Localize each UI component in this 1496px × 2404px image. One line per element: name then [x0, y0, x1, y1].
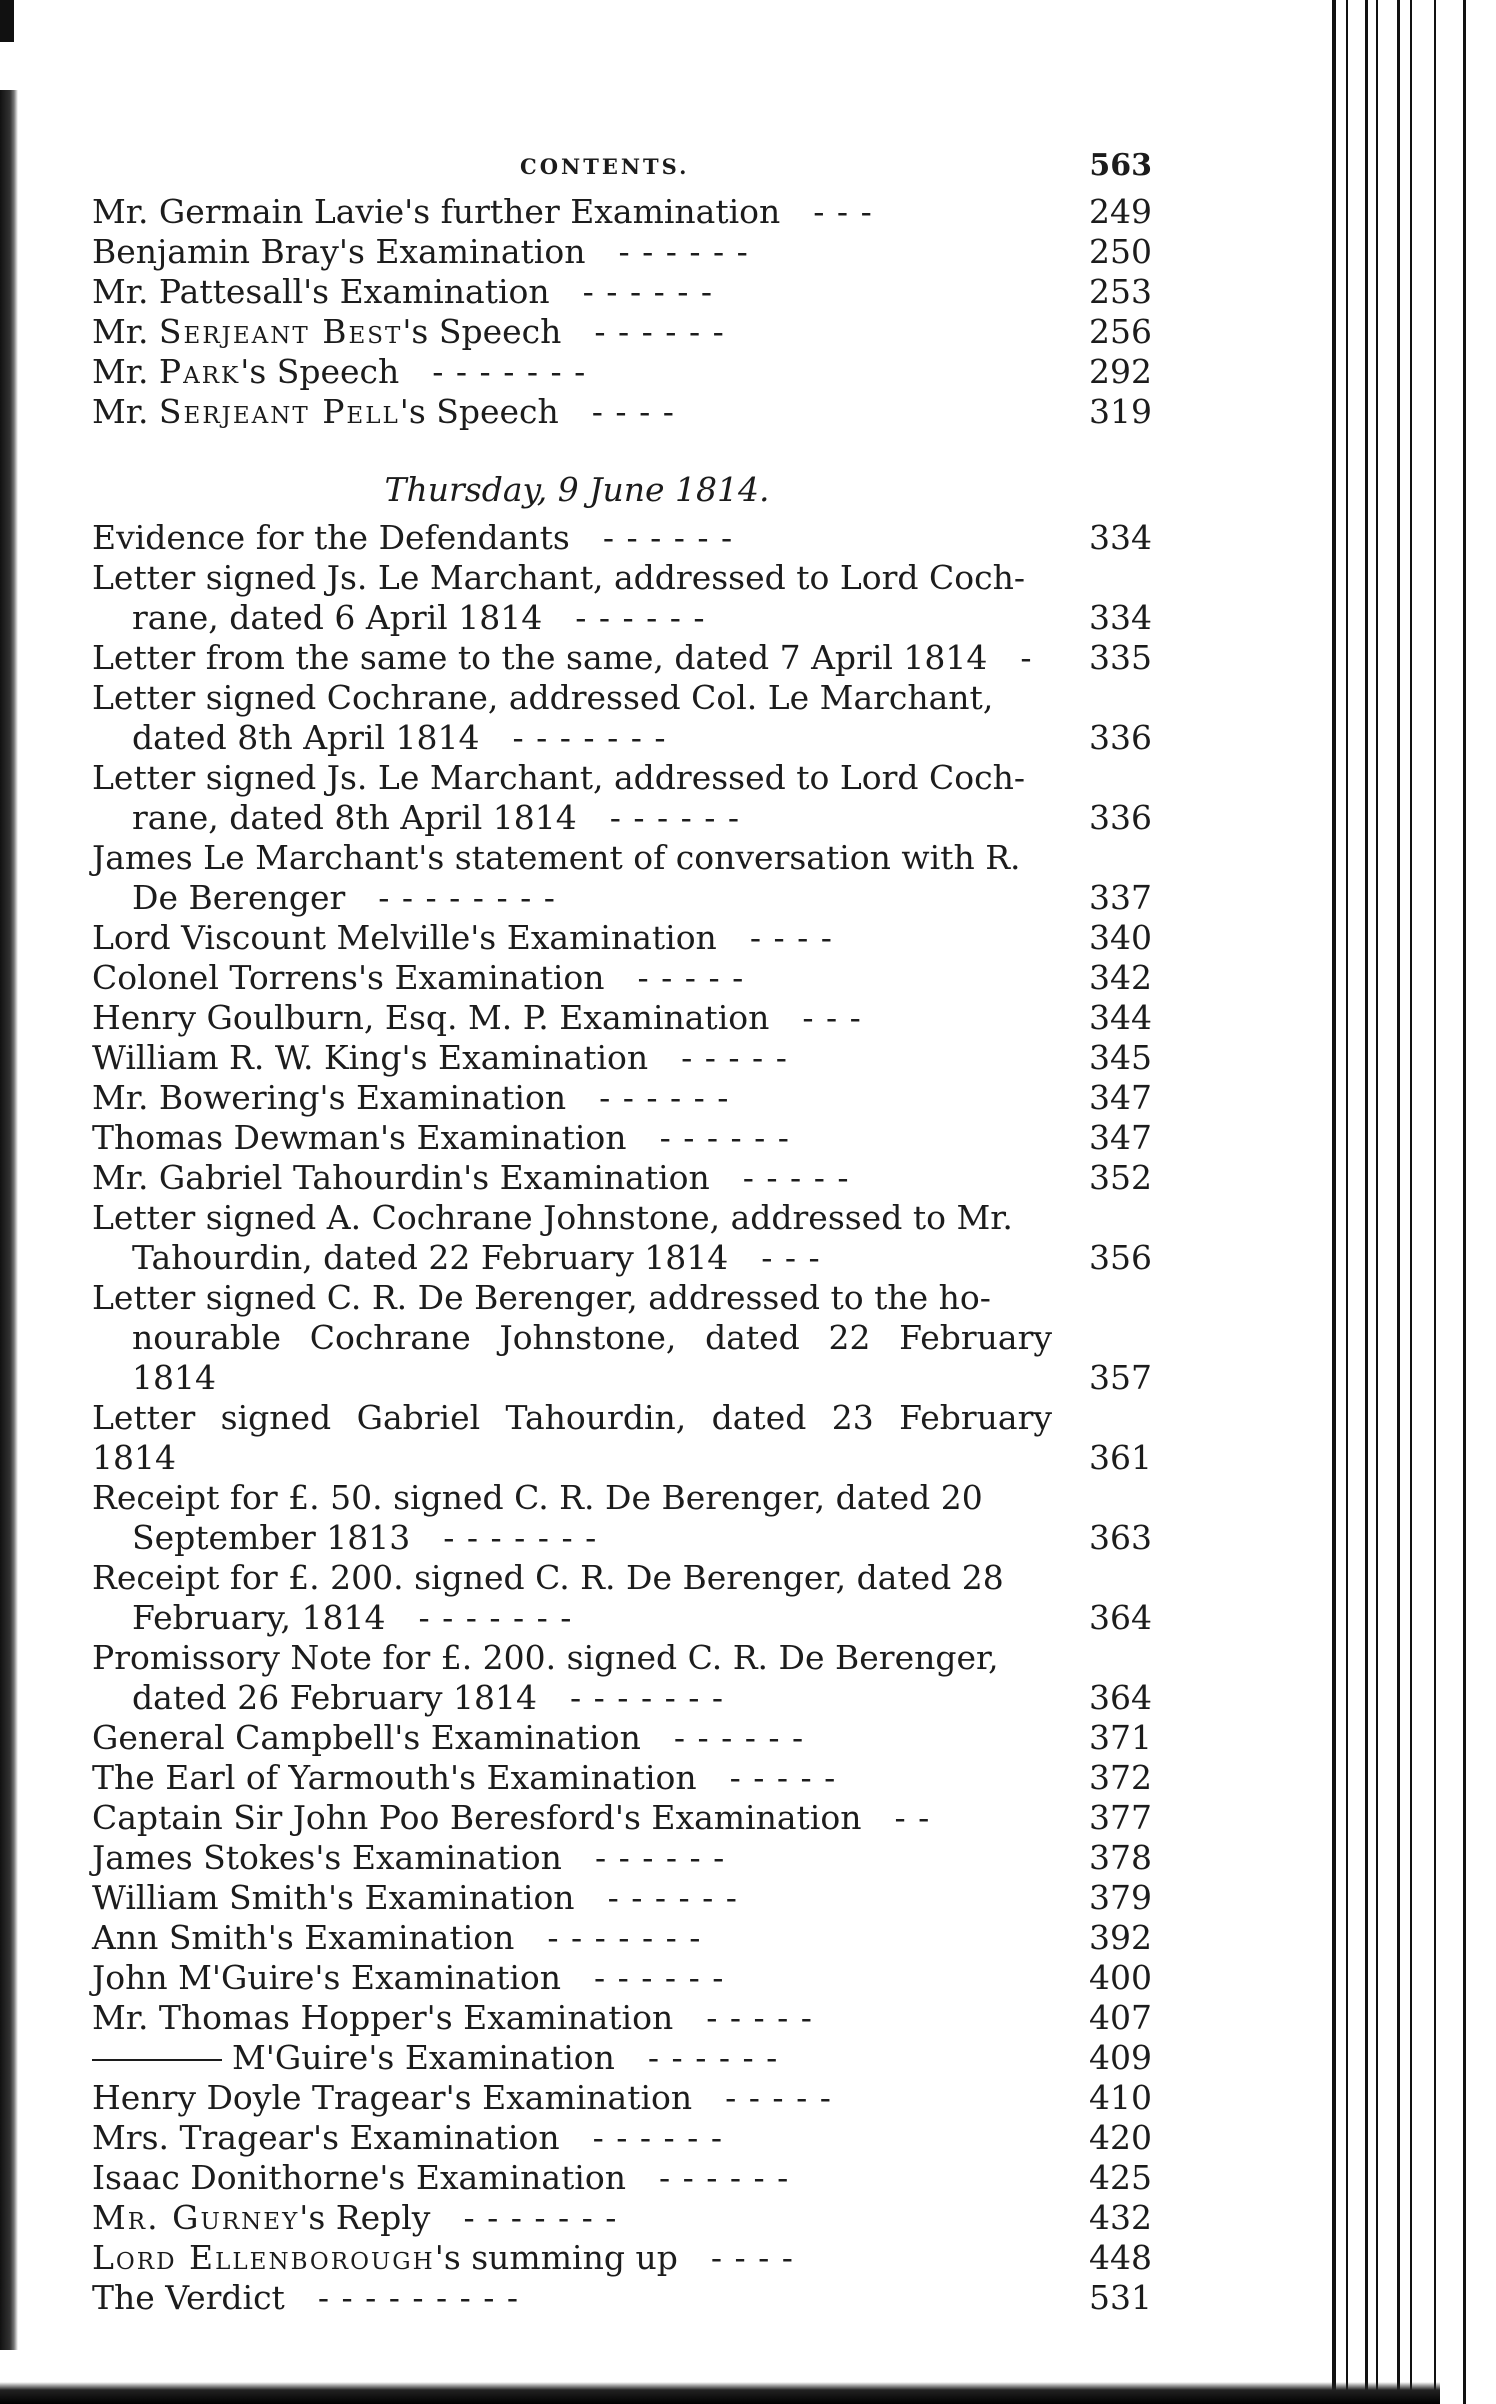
page-ref: 352	[1089, 1158, 1152, 1197]
scan-bottom-edge	[0, 2382, 1440, 2404]
page-ref: 377	[1089, 1798, 1152, 1837]
dot-leader: - - - -	[749, 918, 833, 957]
entry-title	[92, 2078, 1052, 2118]
page-ref: 250	[1089, 232, 1152, 271]
dot-leader: - - - - - -	[673, 1718, 805, 1757]
entry-title	[92, 1078, 1052, 1118]
entry-text: Promissory Note for £. 200. signed C. R. De Berenger,	[92, 1638, 999, 1677]
contents-entry	[92, 192, 1152, 232]
entry-title	[92, 1758, 1052, 1798]
entry-name-small-caps: Lord Ellenborough	[92, 2238, 435, 2277]
page-ref: 347	[1089, 1078, 1152, 1117]
dot-leader: - - - - -	[681, 1038, 788, 1077]
entry-text: 's summing up	[434, 2238, 678, 2277]
entry-title	[92, 2038, 1052, 2078]
entry-text: Captain Sir John Poo Beresford's Examination	[92, 1798, 862, 1837]
page-ref: 356	[1089, 1238, 1152, 1277]
entry-text: De Berenger	[132, 878, 346, 917]
page-ref: 432	[1089, 2198, 1152, 2237]
contents-entry	[92, 1118, 1152, 1158]
dot-leader: - - - - - -	[594, 312, 725, 351]
dot-leader: - - - - - -	[659, 1118, 790, 1157]
entry-name-small-caps: Serjeant Best	[158, 312, 403, 351]
dot-leader: - - - - - - -	[443, 1518, 598, 1557]
dot-leader: - - - - - -	[607, 1878, 738, 1917]
entry-text: James Le Marchant's statement of conversation with R.	[92, 838, 1021, 877]
page-ref: 361	[1089, 1438, 1152, 1477]
entry-text: 's Speech	[402, 312, 562, 351]
page-ref: 334	[1089, 518, 1152, 557]
entry-text: Mr. Germain Lavie's further Examination	[92, 192, 781, 231]
page-ref: 292	[1089, 352, 1152, 391]
contents-entry	[92, 1838, 1152, 1878]
page-ref: 409	[1089, 2038, 1152, 2077]
entry-title	[92, 1958, 1052, 1998]
dot-leader: - - - - -	[742, 1158, 850, 1197]
entry-continuation	[92, 718, 1052, 758]
page-ref: 249	[1089, 192, 1152, 231]
dot-leader: - - - - - - -	[432, 352, 587, 391]
contents-entry	[92, 1158, 1152, 1198]
entry-title	[92, 1638, 1052, 1678]
dot-leader: - - - - - -	[647, 2038, 779, 2077]
scan-right-binding	[1326, 0, 1496, 2404]
page-ref: 407	[1089, 1998, 1152, 2037]
entry-text: Ann Smith's Examination	[92, 1918, 515, 1957]
page-ref: 400	[1089, 1958, 1152, 1997]
dot-leader: - - - -	[710, 2238, 794, 2277]
entry-text: Mr.	[92, 312, 159, 351]
entry-title	[92, 2238, 1052, 2278]
entry-title	[92, 918, 1052, 958]
page-ref: 342	[1089, 958, 1152, 997]
entry-text: Letter from the same to the same, dated 7 April 1814	[92, 638, 988, 677]
contents-entry	[92, 2278, 1152, 2318]
entry-text: Mr.	[92, 352, 159, 391]
entry-text: Receipt for £. 50. signed C. R. De Berenger, dated 20	[92, 1478, 983, 1517]
section-date-heading: Thursday, 9 June 1814.	[384, 470, 770, 509]
entry-title	[92, 1198, 1052, 1238]
contents-entry	[92, 1718, 1152, 1758]
page-ref: 448	[1089, 2238, 1152, 2277]
entry-title	[92, 2158, 1052, 2198]
contents-entry	[92, 1878, 1152, 1918]
entry-title	[92, 1118, 1052, 1158]
entry-text: The Verdict	[92, 2278, 285, 2317]
page-number: 563	[1089, 148, 1152, 183]
contents-entry	[92, 1278, 1152, 1398]
contents-entry	[92, 2078, 1152, 2118]
entry-text: dated 8th April 1814	[132, 718, 480, 757]
entry-text: Receipt for £. 200. signed C. R. De Berenger, dated 28	[92, 1558, 1004, 1597]
entry-text: Mrs. Tragear's Examination	[92, 2118, 560, 2157]
entry-text: The Earl of Yarmouth's Examination	[92, 1758, 697, 1797]
entry-title	[92, 1478, 1052, 1518]
contents-entry	[92, 918, 1152, 958]
entry-text: 's Speech	[240, 352, 400, 391]
entry-title	[92, 1278, 1052, 1318]
entry-text: Colonel Torrens's Examination	[92, 958, 605, 997]
entry-title	[92, 312, 1052, 352]
contents-entry	[92, 678, 1152, 758]
page-ref: 357	[1089, 1358, 1152, 1397]
page-ref: 336	[1089, 718, 1152, 757]
page-ref: 335	[1089, 638, 1152, 677]
entry-title	[92, 232, 1052, 272]
page-ref: 345	[1089, 1038, 1152, 1077]
entry-text: Isaac Donithorne's Examination	[92, 2158, 626, 2197]
dot-leader: - - - - -	[725, 2078, 832, 2117]
contents-entry	[92, 518, 1152, 558]
dot-leader: - - - - - -	[594, 1838, 726, 1877]
page-ref: 364	[1089, 1678, 1152, 1717]
entry-text: Letter signed A. Cochrane Johnstone, addressed to Mr.	[92, 1198, 1013, 1237]
dot-leader: - - - - - - - - -	[317, 2278, 520, 2317]
dot-leader: - - - - - -	[582, 272, 714, 311]
entry-text: rane, dated 6 April 1814	[132, 598, 543, 637]
page-ref: 253	[1089, 272, 1152, 311]
dot-leader: - - - - -	[706, 1998, 813, 2037]
entry-text: Benjamin Bray's Examination	[92, 232, 586, 271]
entry-text: James Stokes's Examination	[92, 1838, 562, 1877]
contents-entry	[92, 1398, 1152, 1478]
contents-entry	[92, 838, 1152, 918]
dot-leader: - - -	[802, 998, 862, 1037]
entry-text: Thomas Dewman's Examination	[92, 1118, 627, 1157]
entry-continuation	[92, 1678, 1052, 1718]
entry-title	[92, 1798, 1052, 1838]
entry-title	[92, 2118, 1052, 2158]
entry-text: Mr. Thomas Hopper's Examination	[92, 1998, 674, 2037]
dot-leader: - - - - - - -	[463, 2198, 618, 2237]
repeat-dash	[92, 2059, 222, 2061]
contents-entry	[92, 2238, 1152, 2278]
entry-text: Letter signed Cochrane, addressed Col. Le Marchant,	[92, 678, 994, 717]
page-ref: 371	[1089, 1718, 1152, 1757]
entry-title	[92, 1038, 1052, 1078]
entry-title	[92, 1398, 1052, 1478]
contents-entry	[92, 392, 1152, 432]
page-ref: 364	[1089, 1598, 1152, 1637]
page-ref: 372	[1089, 1758, 1152, 1797]
dot-leader: -	[1020, 638, 1033, 677]
entry-title	[92, 958, 1052, 998]
page-ref: 340	[1089, 918, 1152, 957]
entry-name-small-caps: Park	[158, 352, 241, 391]
entry-title	[92, 392, 1052, 432]
entry-text: Lord Viscount Melville's Examination	[92, 918, 717, 957]
dot-leader: - - - - -	[637, 958, 745, 997]
entry-continuation	[92, 1318, 1052, 1398]
entry-text: Mr. Pattesall's Examination	[92, 272, 550, 311]
entry-title	[92, 1838, 1052, 1878]
contents-entry	[92, 1998, 1152, 2038]
entry-continuation	[92, 1598, 1052, 1638]
contents-entry	[92, 2118, 1152, 2158]
scan-left-binding	[0, 90, 18, 2350]
page-ref: 420	[1089, 2118, 1152, 2157]
entry-text: Letter signed Js. Le Marchant, addressed to Lord Coch-	[92, 758, 1026, 797]
entry-continuation	[92, 1518, 1052, 1558]
entry-title	[92, 1918, 1052, 1958]
entry-text: Mr.	[92, 392, 159, 431]
entry-text: General Campbell's Examination	[92, 1718, 641, 1757]
page-ref: 378	[1089, 1838, 1152, 1877]
page-ref: 319	[1089, 392, 1152, 431]
entry-text: Letter signed Js. Le Marchant, addressed to Lord Coch-	[92, 558, 1026, 597]
contents-entry	[92, 232, 1152, 272]
entry-title	[92, 518, 1052, 558]
entry-text: nourable Cochrane Johnstone, dated 22 February 1814	[132, 1318, 1052, 1397]
contents-list-after	[92, 518, 1152, 2318]
contents-entry	[92, 1078, 1152, 1118]
contents-entry	[92, 1038, 1152, 1078]
entry-text: rane, dated 8th April 1814	[132, 798, 577, 837]
entry-title	[92, 678, 1052, 718]
entry-title	[92, 1558, 1052, 1598]
entry-name-small-caps: Serjeant Pell	[158, 392, 400, 431]
entry-text: Letter signed Gabriel Tahourdin, dated 23 February 1814	[92, 1398, 1052, 1477]
entry-text: Letter signed C. R. De Berenger, addressed to the ho-	[92, 1278, 991, 1317]
scan-edge-mark	[0, 0, 14, 42]
entry-text: 's Reply	[299, 2198, 431, 2237]
dot-leader: - - - - -	[729, 1758, 837, 1797]
entry-text: Tahourdin, dated 22 February 1814	[132, 1238, 729, 1277]
dot-leader: - - - -	[591, 392, 675, 431]
dot-leader: - - - - - -	[602, 518, 734, 557]
contents-entry	[92, 2198, 1152, 2238]
dot-leader: - - -	[761, 1238, 821, 1277]
entry-title	[92, 558, 1052, 598]
dot-leader: - - - - - - -	[418, 1598, 573, 1637]
page-ref: 334	[1089, 598, 1152, 637]
page-ref: 347	[1089, 1118, 1152, 1157]
entry-text: Henry Doyle Tragear's Examination	[92, 2078, 693, 2117]
entry-continuation	[92, 1238, 1052, 1278]
entry-title	[92, 998, 1052, 1038]
entry-text: Mr. Gabriel Tahourdin's Examination	[92, 1158, 710, 1197]
entry-title	[92, 192, 1052, 232]
dot-leader: - - -	[813, 192, 873, 231]
page-ref: 337	[1089, 878, 1152, 917]
contents-entry	[92, 1198, 1152, 1278]
page-ref: 336	[1089, 798, 1152, 837]
entry-title	[92, 638, 1052, 678]
entry-title	[92, 1158, 1052, 1198]
contents-entry	[92, 1918, 1152, 1958]
contents-page	[92, 140, 1152, 2318]
entry-continuation	[92, 878, 1052, 918]
entry-continuation	[92, 598, 1052, 638]
entry-title	[92, 838, 1052, 878]
dot-leader: - - - - - - -	[512, 718, 667, 757]
dot-leader: - - - - - - -	[547, 1918, 702, 1957]
contents-entry	[92, 2038, 1152, 2078]
entry-text: William R. W. King's Examination	[92, 1038, 649, 1077]
page-ref: 379	[1089, 1878, 1152, 1917]
dot-leader: - - - - - -	[575, 598, 706, 637]
page-ref: 531	[1089, 2278, 1152, 2317]
entry-title	[92, 1718, 1052, 1758]
entry-text: Henry Goulburn, Esq. M. P. Examination	[92, 998, 770, 1037]
entry-text: M'Guire's Examination	[232, 2038, 615, 2077]
entry-title	[92, 272, 1052, 312]
contents-entry	[92, 558, 1152, 638]
dot-leader: - - - - - -	[592, 2118, 723, 2157]
dot-leader: - - - - - - -	[570, 1678, 725, 1717]
contents-entry	[92, 1958, 1152, 1998]
entry-name-small-caps: Mr. Gurney	[92, 2198, 300, 2237]
contents-entry	[92, 758, 1152, 838]
contents-entry	[92, 1638, 1152, 1718]
entry-text: February, 1814	[132, 1598, 386, 1637]
dot-leader: - - - - - -	[609, 798, 741, 837]
dot-leader: - - - - - - - -	[378, 878, 556, 917]
page-ref: 425	[1089, 2158, 1152, 2197]
entry-title	[92, 2198, 1052, 2238]
entry-title	[92, 758, 1052, 798]
contents-entry	[92, 312, 1152, 352]
contents-entry	[92, 1478, 1152, 1558]
entry-title	[92, 2278, 1052, 2318]
dot-leader: - - - - - -	[618, 232, 749, 271]
contents-entry	[92, 2158, 1152, 2198]
entry-text: Mr. Bowering's Examination	[92, 1078, 567, 1117]
dot-leader: - - - - - -	[658, 2158, 790, 2197]
page-ref: 410	[1089, 2078, 1152, 2117]
entry-title	[92, 352, 1052, 392]
contents-entry	[92, 1798, 1152, 1838]
contents-entry	[92, 998, 1152, 1038]
contents-entry	[92, 1758, 1152, 1798]
entry-text: Evidence for the Defendants	[92, 518, 570, 557]
page-header	[92, 140, 1152, 192]
dot-leader: - - - - - -	[594, 1958, 725, 1997]
entry-title	[92, 1998, 1052, 2038]
entry-text: dated 26 February 1814	[132, 1678, 538, 1717]
entry-text: William Smith's Examination	[92, 1878, 575, 1917]
entry-text: 's Speech	[399, 392, 559, 431]
contents-entry	[92, 638, 1152, 678]
entry-text: John M'Guire's Examination	[92, 1958, 562, 1997]
dot-leader: - -	[894, 1798, 931, 1837]
contents-list-before	[92, 192, 1152, 432]
page-ref: 363	[1089, 1518, 1152, 1557]
contents-entry	[92, 958, 1152, 998]
page-ref: 256	[1089, 312, 1152, 351]
dot-leader: - - - - - -	[599, 1078, 730, 1117]
entry-title	[92, 1878, 1052, 1918]
contents-entry	[92, 1558, 1152, 1638]
running-title: CONTENTS.	[520, 154, 690, 179]
entry-continuation	[92, 798, 1052, 838]
page-ref: 344	[1089, 998, 1152, 1037]
entry-text: September 1813	[132, 1518, 411, 1557]
contents-entry	[92, 272, 1152, 312]
contents-entry	[92, 352, 1152, 392]
page-ref: 392	[1089, 1918, 1152, 1957]
